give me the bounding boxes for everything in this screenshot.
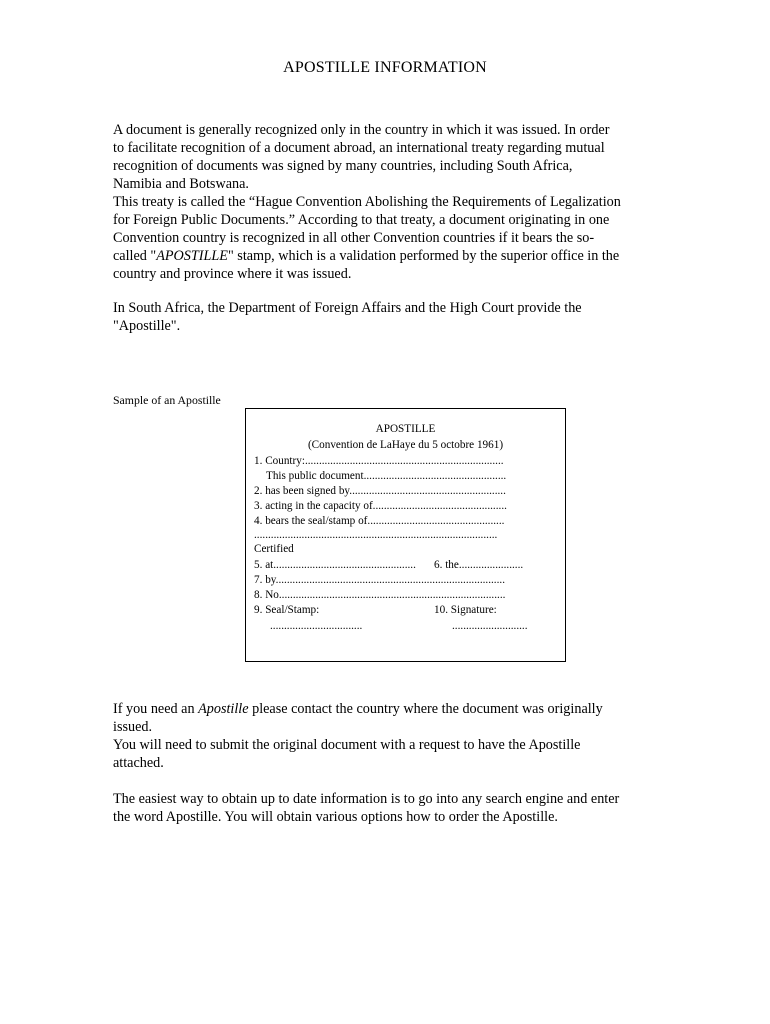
apostille-line-seal: 4. bears the seal/stamp of................................................. xyxy=(254,515,505,527)
apostille-signature-dots: ........................... xyxy=(452,620,528,632)
south-africa-line: "Apostille". xyxy=(113,318,181,334)
contact-apostille-italic: Apostille xyxy=(198,701,249,717)
apostille-line-the: 6. the....................... xyxy=(434,559,524,571)
apostille-subheading: (Convention de LaHaye du 5 octobre 1961) xyxy=(307,439,504,451)
intro-line: A document is generally recognized only in the country in which it was issued. In order xyxy=(113,122,610,138)
south-africa-line: In South Africa, the Department of Foreign Affairs and the High Court provide the xyxy=(113,300,582,316)
intro-line: This treaty is called the “Hague Convention Abolishing the Requirements of Legalization xyxy=(113,194,621,210)
apostille-heading: APOSTILLE xyxy=(375,423,436,435)
apostille-line-signature: 10. Signature: xyxy=(434,604,497,616)
apostille-line-number: 8. No................................................................................. xyxy=(254,589,506,601)
intro-line: Namibia and Botswana. xyxy=(113,176,249,192)
search-line: The easiest way to obtain up to date information is to go into any search engine and enter xyxy=(113,791,620,807)
apostille-line-at: 5. at................................................... xyxy=(254,559,416,571)
apostille-line-capacity: 3. acting in the capacity of................................................ xyxy=(254,500,507,512)
south-africa-paragraph xyxy=(113,299,673,335)
intro-line: for Foreign Public Documents.” According to that treaty, a document originating in one xyxy=(113,212,610,228)
contact-suffix: please contact the country where the document was originally xyxy=(248,701,603,717)
intro-paragraph xyxy=(113,121,673,283)
contact-line: attached. xyxy=(113,755,164,771)
search-paragraph xyxy=(113,790,673,826)
apostille-line-dots: ....................................................................................... xyxy=(254,529,498,541)
intro-line: country and province where it was issued. xyxy=(113,266,352,282)
intro-line-apostille-stamp: called "APOSTILLE" stamp, which is a validation performed by the superior office in the xyxy=(113,248,620,264)
apostille-line-seal-stamp: 9. Seal/Stamp: xyxy=(254,604,320,616)
apostille-line-public-document: This public document................................................... xyxy=(266,470,507,482)
apostille-seal-dots: ................................. xyxy=(270,620,363,632)
contact-prefix: If you need an xyxy=(113,701,199,717)
sample-label: Sample of an Apostille xyxy=(113,393,221,407)
page-title: APOSTILLE INFORMATION xyxy=(283,59,487,76)
apostille-line-signed-by: 2. has been signed by........................................................ xyxy=(254,485,506,497)
contact-paragraph xyxy=(113,700,673,772)
apostille-stamp-italic: APOSTILLE xyxy=(156,248,228,264)
apostille-line-country: 1. Country:....................................................................... xyxy=(254,455,504,467)
contact-line: You will need to submit the original document with a request to have the Apostille xyxy=(113,737,581,753)
contact-line: issued. xyxy=(113,719,153,735)
apostille-sample-box xyxy=(245,408,566,662)
apostille-line-by: 7. by.................................................................................. xyxy=(254,574,505,586)
intro-line: recognition of documents was signed by many countries, including South Africa, xyxy=(113,158,573,174)
intro-line: Convention country is recognized in all other Convention countries if it bears the so- xyxy=(113,230,595,246)
search-line: the word Apostille. You will obtain various options how to order the Apostille. xyxy=(113,809,558,825)
contact-line xyxy=(113,700,673,718)
apostille-certified: Certified xyxy=(254,543,294,555)
intro-line: to facilitate recognition of a document abroad, an international treaty regarding mutual xyxy=(113,140,605,156)
